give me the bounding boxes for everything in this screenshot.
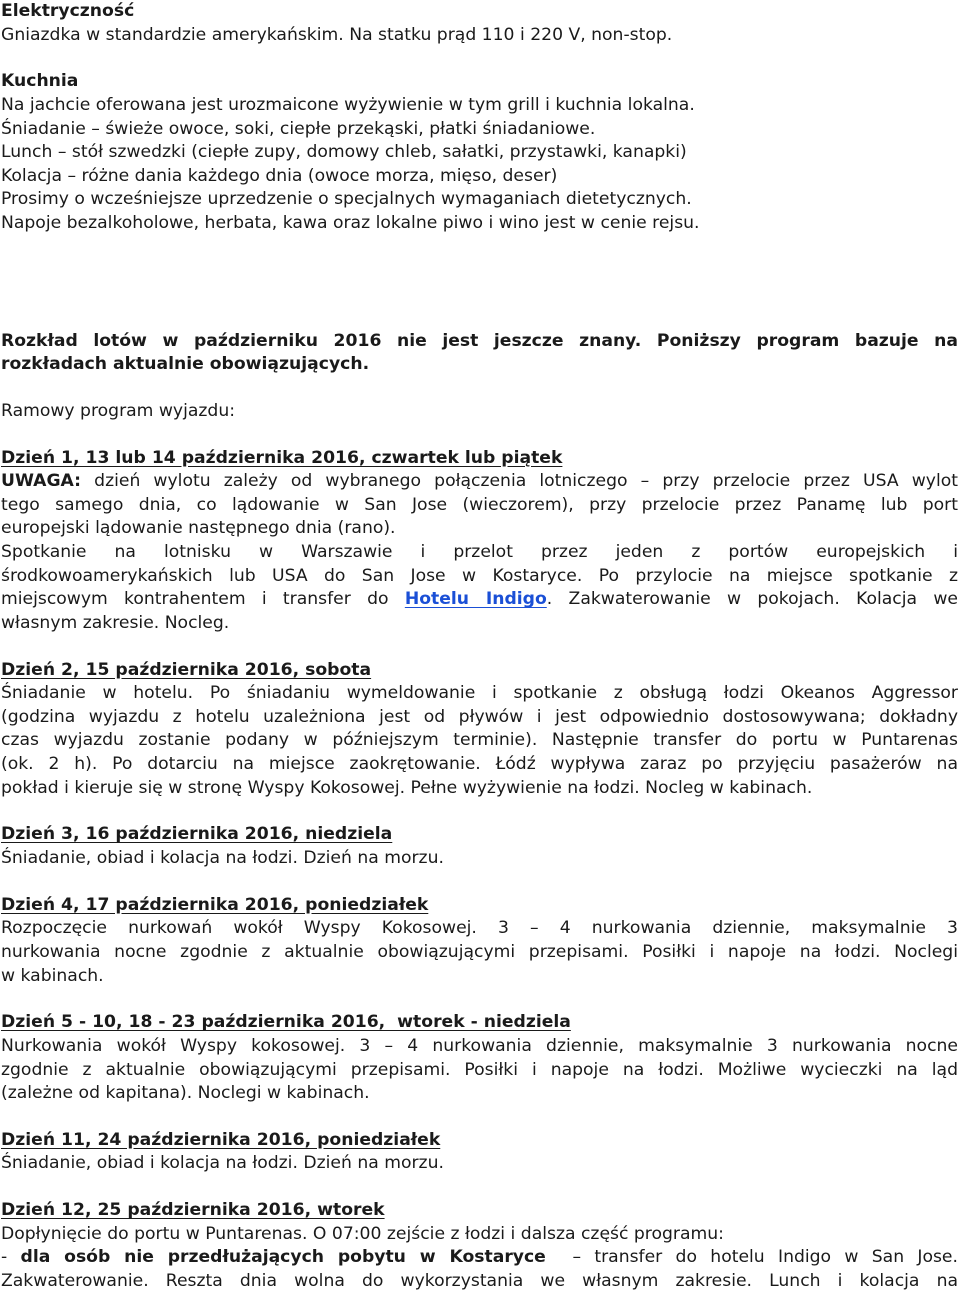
day-text-line: czas wyjazdu zostanie podany w późniejszym terminie). Następnie transfer do portu w Puntarenas	[1, 730, 958, 751]
kitchen-line: Prosimy o wcześniejsze uprzedzenie o specjalnych wymaganiach dietetycznych.	[1, 189, 692, 210]
kitchen-line: Napoje bezalkoholowe, herbata, kawa oraz lokalne piwo i wino jest w cenie rejsu.	[1, 212, 700, 233]
day-text-line: własnym zakresie. Nocleg.	[1, 612, 230, 633]
day-text-line	[1, 1246, 958, 1270]
day-text-segment: . Zakwaterowanie w pokojach. Kolacja we	[546, 589, 958, 610]
day-text-line: Dopłynięcie do portu w Puntarenas. O 07:00 zejście z łodzi i dalsza część programu:	[1, 1223, 724, 1244]
electricity-text: Gniazdka w standardzie amerykańskim. Na statku prąd 110 i 220 V, non-stop.	[1, 24, 673, 45]
day-text-line: w kabinach.	[1, 965, 104, 986]
day-warning-line: tego samego dnia, co lądowanie w San Jose (wieczorem), przy przelocie przez Panamę lub port	[1, 494, 958, 515]
day-title: Dzień 4, 17 października 2016, poniedziałek	[1, 894, 429, 915]
day-warning-line	[1, 470, 958, 494]
flights-notice-line: rozkładach aktualnie obowiązujących.	[1, 354, 370, 375]
day-text-line: Spotkanie na lotnisku w Warszawie i przelot przez jeden z portów europejskich i	[1, 542, 958, 563]
day-title: Dzień 5 - 10, 18 - 23 października 2016, wtorek - niedziela	[1, 1012, 571, 1033]
flights-notice-line: Rozkład lotów w październiku 2016 nie jest jeszcze znany. Poniższy program bazuje na	[1, 330, 958, 351]
day-text-line: zgodnie z aktualnie obowiązującymi przepisami. Posiłki i napoje na łodzi. Możliwe wycieczki na ląd	[1, 1059, 958, 1080]
day-title: Dzień 12, 25 października 2016, wtorek	[1, 1200, 385, 1221]
electricity-heading: Elektryczność	[1, 1, 135, 21]
day-text-segment: miejscowym kontrahentem i transfer do	[1, 589, 405, 610]
day-title: Dzień 2, 15 października 2016, sobota	[1, 659, 372, 680]
kitchen-line: Kolacja – różne dania każdego dnia (owoce morza, mięso, deser)	[1, 165, 558, 186]
program-title: Ramowy program wyjazdu:	[1, 400, 236, 421]
day-text-line: (zależne od kapitana). Noclegi w kabinach.	[1, 1083, 370, 1104]
day-text-line: Śniadanie w hotelu. Po śniadaniu wymeldowanie i spotkanie z obsługą łodzi Okeanos Aggressor	[1, 683, 958, 704]
day-text-line: (ok. 2 h). Po dotarciu na miejsce zaokrętowanie. Łódź wypływa zaraz po przyjęciu pasażerów na	[1, 754, 958, 774]
day-text-line: pokład i kieruje się w stronę Wyspy Kokosowej. Pełne wyżywienie na łodzi. Nocleg w kabinach.	[1, 777, 813, 798]
kitchen-line: Śniadanie – świeże owoce, soki, ciepłe przekąski, płatki śniadaniowe.	[1, 118, 596, 139]
warning-text: dzień wylotu zależy od wybranego połączenia lotniczego – przy przelocie przez USA wylot	[94, 471, 958, 492]
day-title: Dzień 3, 16 października 2016, niedziela	[1, 824, 393, 845]
day-title: Dzień 11, 24 października 2016, poniedziałek	[1, 1129, 441, 1150]
kitchen-heading: Kuchnia	[1, 71, 79, 92]
day-text-segment: – transfer do hotelu Indigo w San Jose.	[545, 1247, 958, 1268]
day-text-line: Śniadanie, obiad i kolacja na łodzi. Dzień na morzu.	[1, 1153, 444, 1174]
day-text-line: (godzina wyjazdu z hotelu uzależniona jest od pływów i jest odpowiednio dostosowywana; dokładny	[1, 706, 958, 727]
day-text-line: Nurkowania wokół Wyspy kokosowej. 3 – 4 nurkowania dziennie, maksymalnie 3 nurkowania nocne	[1, 1035, 958, 1056]
day-text-line: Śniadanie, obiad i kolacja na łodzi. Dzień na morzu.	[1, 847, 444, 868]
day-text-line	[1, 588, 958, 612]
day-text-bold: dla osób nie przedłużających pobytu w Kostaryce	[20, 1247, 546, 1268]
day-text-line: Zakwaterowanie. Reszta dnia wolna do wykorzystania we własnym zakresie. Lunch i kolacja na	[1, 1271, 958, 1292]
day-warning-line: europejski lądowanie następnego dnia (rano).	[1, 518, 396, 539]
kitchen-line: Na jachcie oferowana jest urozmaicone wyżywienie w tym grill i kuchnia lokalna.	[1, 94, 695, 115]
day-text-line: nurkowania nocne zgodnie z aktualnie obowiązującymi przepisami. Posiłki i napoje na łodzi. Noclegi	[1, 941, 958, 962]
day-title: Dzień 1, 13 lub 14 października 2016, czwartek lub piątek	[1, 447, 563, 468]
hotel-indigo-link[interactable]: Hotelu Indigo	[404, 589, 547, 610]
warning-label: UWAGA:	[1, 471, 82, 492]
day-text-line: Rozpoczęcie nurkowań wokół Wyspy Kokosowej. 3 – 4 nurkowania dziennie, maksymalnie 3	[1, 918, 958, 939]
list-dash: -	[1, 1247, 21, 1268]
kitchen-line: Lunch – stół szwedzki (ciepłe zupy, domowy chleb, sałatki, przystawki, kanapki)	[1, 142, 687, 163]
day-text-line: środkowoamerykańskich lub USA do San Jose w Kostaryce. Po przylocie na miejsce spotkanie z	[1, 565, 958, 586]
